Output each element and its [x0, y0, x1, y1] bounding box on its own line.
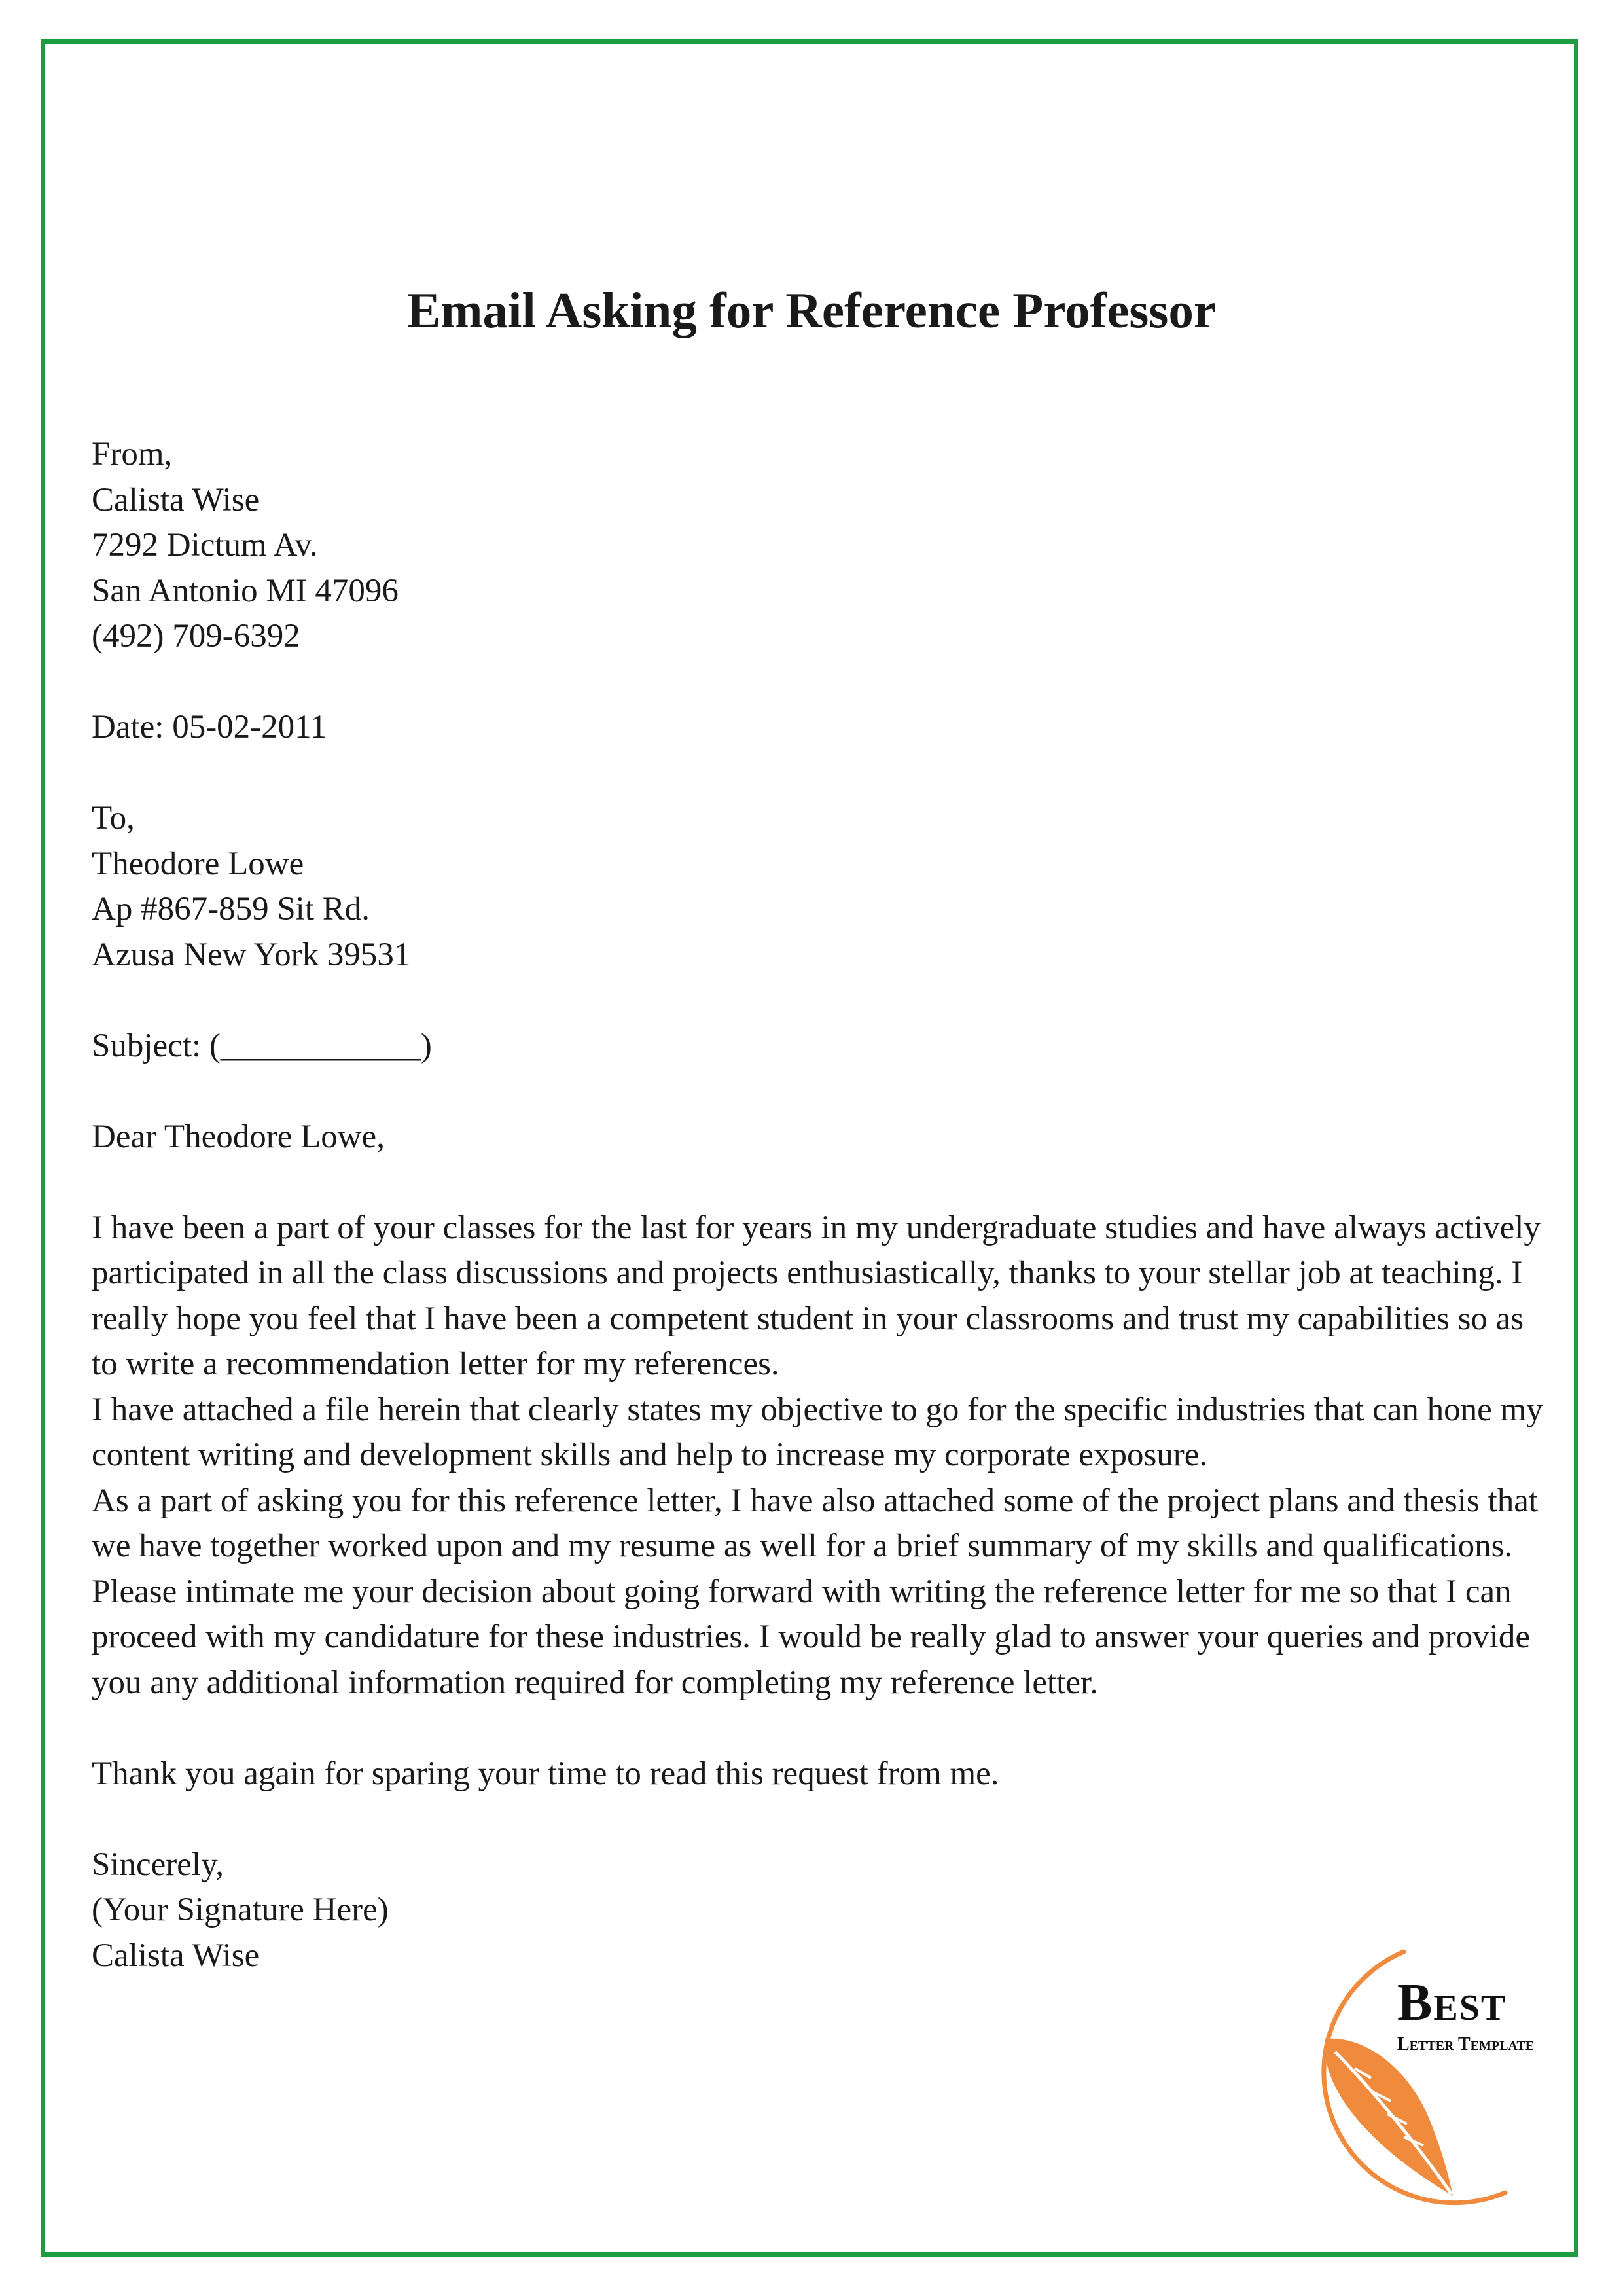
letter-body	[92, 1206, 1544, 1706]
sender-street: 7292 Dictum Av.	[92, 527, 318, 564]
signer-name: Calista Wise	[92, 1937, 260, 1974]
sender-phone: (492) 709-6392	[92, 618, 300, 655]
recipient-city: Azusa New York 39531	[92, 936, 411, 973]
subject-line: Subject: (____________)	[92, 1027, 432, 1064]
body-paragraph-3: As a part of asking you for this reference letter, I have also attached some of the project plans and thesis that we have together worked upon and my resume as well for a brief summary of my skills and qualifications.	[92, 1482, 1539, 1564]
logo-wordmark: Best	[1397, 1974, 1507, 2032]
recipient-block	[92, 796, 1544, 978]
salutation: Dear Theodore Lowe,	[92, 1118, 385, 1155]
to-label: To,	[92, 800, 135, 836]
signature-placeholder: (Your Signature Here)	[92, 1892, 389, 1928]
sender-block	[92, 432, 1544, 660]
from-label: From,	[92, 436, 173, 473]
sign-off: Sincerely,	[92, 1846, 224, 1883]
body-paragraph-4: Please intimate me your decision about going forward with writing the reference letter for me so that I can proceed with my candidature for these industries. I would be really glad to answer your queries and provide you any additional information required for completing my reference letter.	[92, 1573, 1530, 1701]
thanks-line: Thank you again for sparing your time to read this request from me.	[92, 1755, 999, 1792]
sender-name: Calista Wise	[92, 481, 260, 518]
recipient-street: Ap #867-859 Sit Rd.	[92, 891, 370, 927]
sender-city: San Antonio MI 47096	[92, 572, 399, 609]
letter-title: Email Asking for Reference Professor	[406, 282, 1217, 338]
body-paragraph-1: I have been a part of your classes for the last for years in my undergraduate studies and have always actively participated in all the class discussions and projects enthusiastically, thanks to your stellar job at teaching. I really hope you feel that I have been a competent student in your classrooms and trust my capabilities so as to write a recommendation letter for my references.	[92, 1209, 1541, 1382]
letter-content	[92, 432, 1544, 1979]
recipient-name: Theodore Lowe	[92, 845, 304, 882]
letter-date: Date: 05-02-2011	[92, 709, 327, 745]
best-letter-template-logo	[1257, 1937, 1564, 2212]
body-paragraph-2: I have attached a file herein that clearly states my objective to go for the specific industries that can hone my content writing and development skills and help to increase my corporate exposure.	[92, 1391, 1543, 1473]
logo-tagline: Letter Template	[1397, 2034, 1535, 2054]
